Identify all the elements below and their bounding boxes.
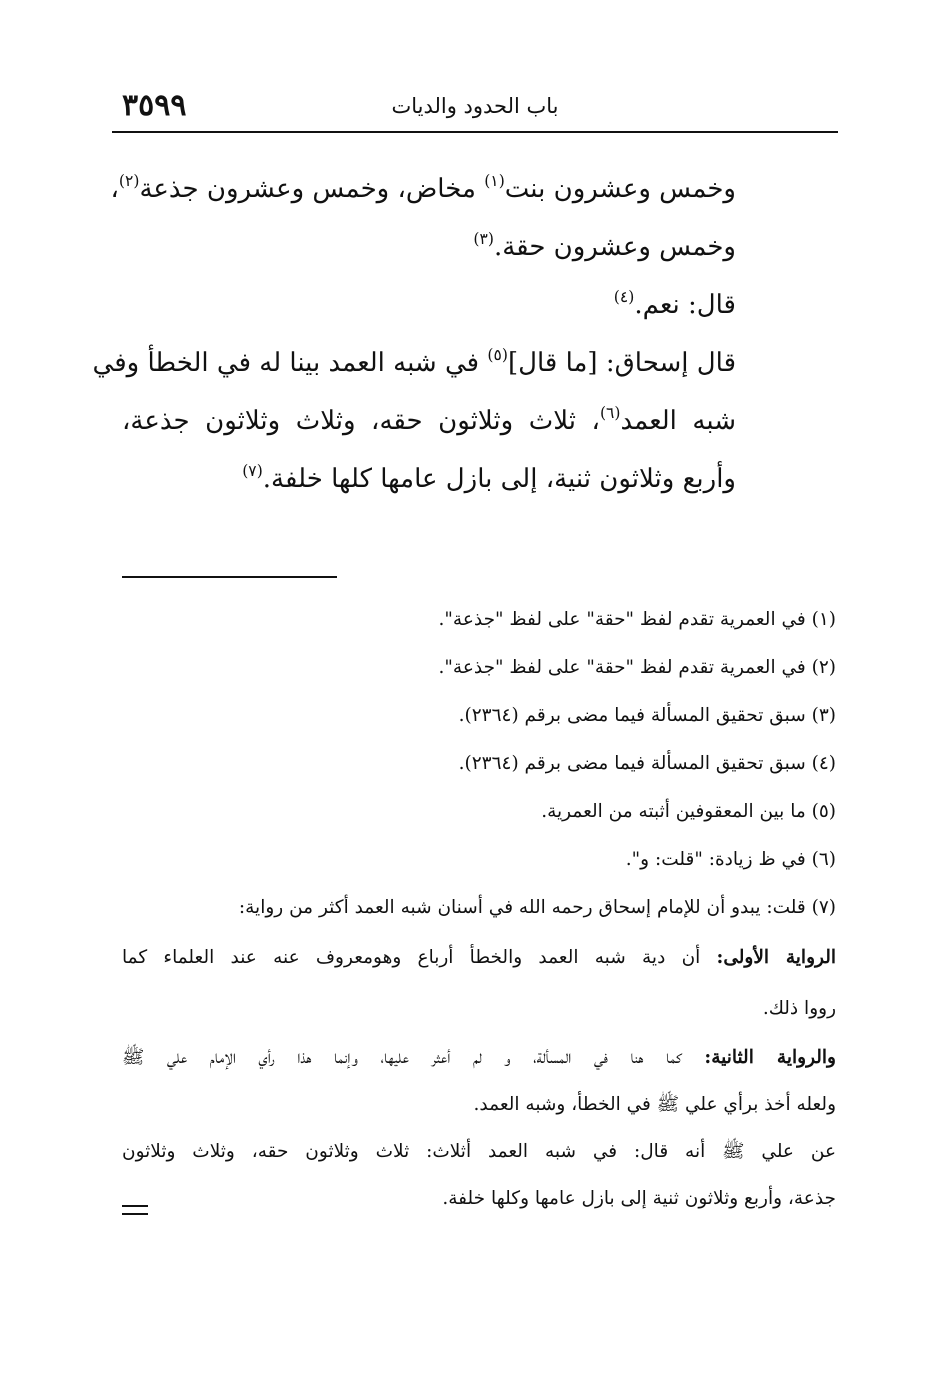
text-run: مخاض، وخمس وعشرون جذعة	[139, 174, 485, 204]
main-line	[122, 218, 736, 276]
text-run: في شبه العمد بينا له في الخطأ وفي	[92, 348, 488, 378]
footnote-ref[interactable]: (٤)	[613, 288, 635, 307]
header-rule	[112, 131, 838, 133]
footnotes	[122, 596, 836, 1222]
page-end-mark	[122, 1205, 148, 1221]
footnote-2: (٢) في العمرية تقدم لفظ "حقة" على لفظ "جذعة".	[438, 657, 836, 678]
text-run: شبه العمد	[620, 406, 736, 436]
main-line	[92, 334, 736, 392]
footnote-ref[interactable]: (٣)	[473, 230, 494, 249]
running-title: باب الحدود والديات	[391, 94, 559, 118]
text-run: قال إسحاق: [ما قال]	[507, 348, 736, 378]
riwaya-second-line	[122, 1034, 836, 1081]
page-number: ٣٥٩٩	[122, 88, 187, 123]
text-run: ،	[110, 174, 119, 204]
text-run: وأربع وثلاثون ثنية، إلى بازل عامها كلها خلفة.	[262, 464, 736, 494]
footnote-separator	[122, 576, 337, 578]
footnote-4: (٤) سبق تحقيق المسألة فيما مضى برقم (٢٣٦٤).	[458, 753, 836, 774]
text-run: وخمس وعشرون بنت	[504, 174, 736, 204]
footnote-ref[interactable]: (٧)	[242, 462, 263, 481]
main-line	[122, 392, 736, 450]
footnote-ref[interactable]: (٥)	[487, 346, 508, 365]
riwaya-first-label: الرواية الأولى:	[716, 947, 836, 968]
main-line	[122, 450, 736, 508]
riwaya-second-end: ولعله أخذ برأي علي ﷺ في الخطأ، وشبه العمد.	[473, 1094, 836, 1115]
footnote-ref[interactable]: (١)	[484, 172, 505, 191]
footnote-6: (٦) في ظ زيادة: "قلت: و".	[625, 849, 836, 870]
ali-quote-line-1: عن علي ﷺ أنه قال: في شبه العمد أثلاث: ثلاث وثلاثون حقه، وثلاث وثلاثون	[122, 1141, 836, 1162]
riwaya-second-text: كما هنا في المسألة، و لم أعثر عليها، وإنما هذا رأي الإمام علي ﷺ	[122, 1047, 705, 1068]
riwaya-first-line	[122, 932, 836, 983]
page-header	[112, 86, 838, 126]
riwaya-first	[122, 932, 836, 1034]
riwaya-first-end: رووا ذلك.	[762, 998, 836, 1019]
main-text	[92, 160, 736, 508]
footnote-5: (٥) ما بين المعقوفين أثبته من العمرية.	[541, 801, 836, 822]
ali-quote-line-2: جذعة، وأربع وثلاثون ثنية إلى بازل عامها وكلها خلفة.	[442, 1188, 836, 1209]
riwaya-first-text: أن دية شبه العمد والخطأ أرباع وهومعروف عنه عند العلماء كما	[122, 947, 717, 968]
main-line	[122, 276, 736, 334]
main-line	[110, 160, 736, 218]
footnote-1: (١) في العمرية تقدم لفظ "حقة" على لفظ "جذعة".	[438, 609, 836, 630]
ali-quote	[122, 1128, 836, 1222]
riwaya-second-label: والرواية الثانية:	[704, 1047, 836, 1068]
riwaya-second	[122, 1034, 836, 1128]
footnote-7: (٧) قلت: يبدو أن للإمام إسحاق رحمه الله في أسنان شبه العمد أكثر من رواية:	[238, 897, 836, 918]
footnote-3: (٣) سبق تحقيق المسألة فيما مضى برقم (٢٣٦٤).	[458, 705, 836, 726]
footnote-ref[interactable]: (٦)	[599, 404, 621, 423]
text-run: قال: نعم.	[634, 290, 736, 320]
text-run: وخمس وعشرون حقة.	[493, 232, 736, 262]
text-run: ، ثلاث وثلاثون حقه، وثلاث وثلاثون جذعة،	[122, 406, 600, 436]
footnote-ref[interactable]: (٢)	[118, 172, 140, 191]
